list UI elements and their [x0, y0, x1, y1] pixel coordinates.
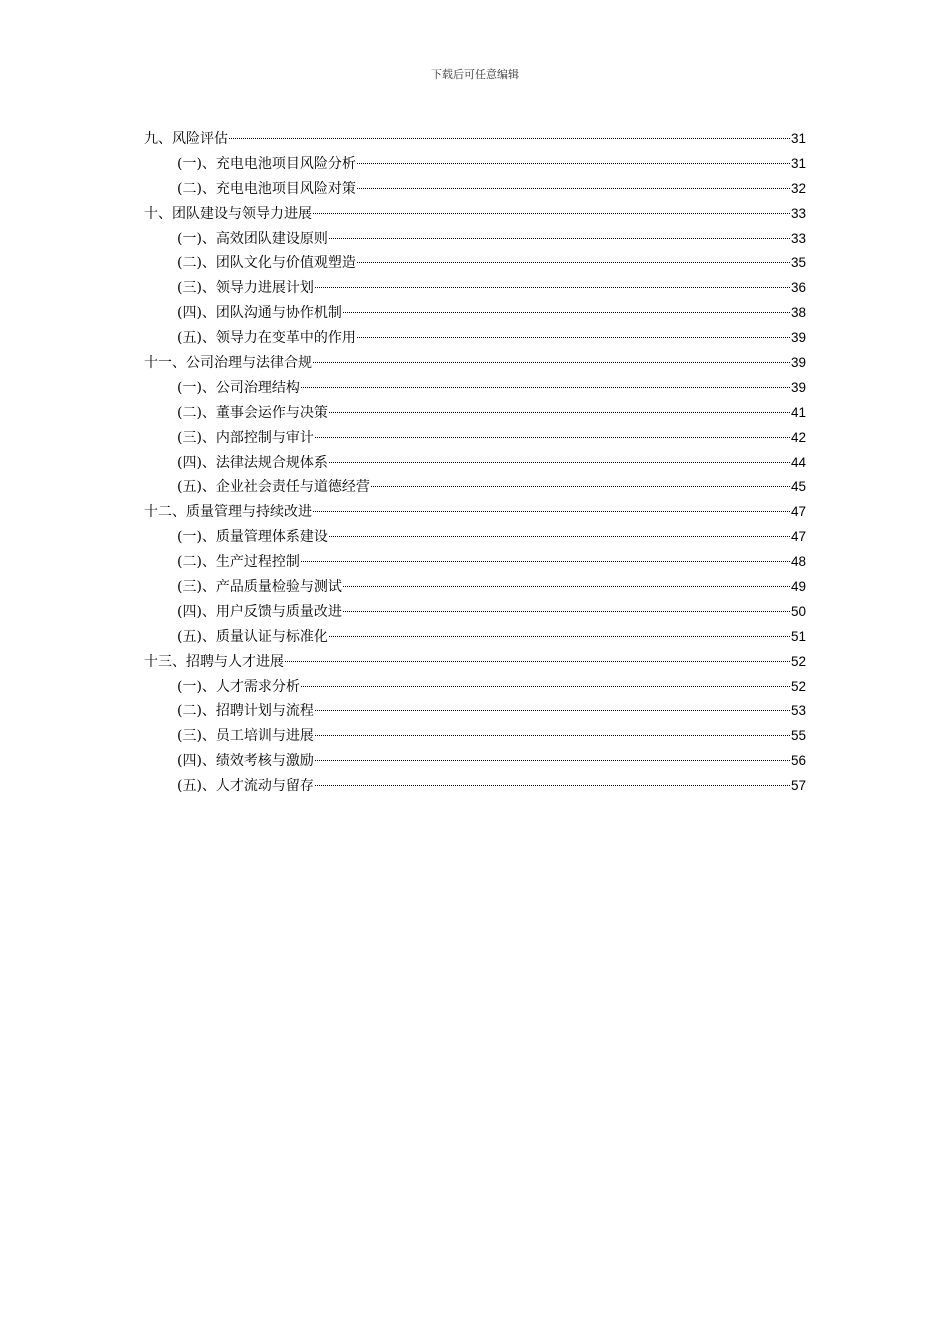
- toc-dot-leader: [301, 561, 790, 562]
- toc-section-entry[interactable]: [144, 575, 806, 600]
- toc-chapter-entry[interactable]: [144, 127, 806, 152]
- toc-entry-title: 十、团队建设与领导力进展: [144, 205, 312, 222]
- toc-section-entry[interactable]: [144, 276, 806, 301]
- toc-section-entry[interactable]: [144, 401, 806, 426]
- toc-dot-leader: [343, 586, 790, 587]
- toc-section-entry[interactable]: [144, 475, 806, 500]
- toc-entry-title: 十一、公司治理与法律合规: [144, 355, 312, 372]
- toc-page-number: 39: [790, 379, 806, 395]
- toc-page-number: 33: [790, 230, 806, 246]
- toc-dot-leader: [315, 437, 790, 438]
- toc-entry-title: (三)、员工培训与进展: [177, 728, 314, 745]
- toc-page-number: 56: [790, 753, 806, 769]
- toc-section-entry[interactable]: [144, 426, 806, 451]
- toc-page-number: 47: [790, 504, 806, 520]
- toc-section-entry[interactable]: [144, 749, 806, 774]
- toc-dot-leader: [357, 337, 790, 338]
- toc-section-entry[interactable]: [144, 550, 806, 575]
- toc-dot-leader: [329, 462, 790, 463]
- toc-section-entry[interactable]: [144, 177, 806, 202]
- toc-entry-title: (一)、公司治理结构: [177, 379, 300, 396]
- toc-entry-title: (二)、董事会运作与决策: [177, 404, 328, 421]
- toc-page-number: 33: [790, 205, 806, 221]
- toc-section-entry[interactable]: [144, 600, 806, 625]
- toc-chapter-entry[interactable]: [144, 351, 806, 376]
- toc-page-number: 39: [790, 355, 806, 371]
- toc-dot-leader: [343, 312, 790, 313]
- toc-dot-leader: [229, 138, 790, 139]
- toc-entry-title: (五)、企业社会责任与道德经营: [177, 479, 370, 496]
- table-of-contents: [144, 127, 806, 799]
- toc-dot-leader: [315, 735, 790, 736]
- toc-entry-title: 九、风险评估: [144, 131, 228, 147]
- toc-entry-title: (三)、产品质量检验与测试: [177, 579, 342, 596]
- toc-page-number: 48: [790, 554, 806, 570]
- toc-entry-title: (三)、内部控制与审计: [177, 429, 314, 446]
- toc-page-number: 55: [790, 728, 806, 744]
- toc-entry-title: (五)、人才流动与留存: [177, 778, 314, 795]
- toc-page-number: 45: [790, 479, 806, 495]
- toc-entry-title: 十三、招聘与人才进展: [144, 653, 284, 670]
- toc-entry-title: (三)、领导力进展计划: [177, 280, 314, 297]
- toc-page-number: 36: [790, 280, 806, 296]
- toc-dot-leader: [357, 262, 790, 263]
- toc-entry-title: (一)、高效团队建设原则: [177, 230, 328, 247]
- toc-dot-leader: [301, 387, 790, 388]
- toc-dot-leader: [315, 785, 790, 786]
- toc-entry-title: (二)、生产过程控制: [177, 554, 300, 571]
- toc-entry-title: (二)、充电电池项目风险对策: [177, 180, 356, 197]
- toc-entry-title: (四)、法律法规合规体系: [177, 454, 328, 471]
- toc-section-entry[interactable]: [144, 675, 806, 700]
- toc-section-entry[interactable]: [144, 699, 806, 724]
- toc-dot-leader: [313, 511, 790, 512]
- toc-section-entry[interactable]: [144, 625, 806, 650]
- toc-chapter-entry[interactable]: [144, 500, 806, 525]
- toc-dot-leader: [357, 188, 790, 189]
- toc-section-entry[interactable]: [144, 724, 806, 749]
- toc-entry-title: 十二、质量管理与持续改进: [144, 504, 312, 521]
- toc-dot-leader: [329, 536, 790, 537]
- toc-page-number: 38: [790, 305, 806, 321]
- page-header: 下载后可任意编辑: [431, 68, 519, 81]
- toc-page-number: 57: [790, 778, 806, 794]
- toc-entry-title: (二)、招聘计划与流程: [177, 703, 314, 720]
- toc-entry-title: (四)、用户反馈与质量改进: [177, 603, 342, 620]
- toc-page-number: 35: [790, 255, 806, 271]
- toc-section-entry[interactable]: [144, 301, 806, 326]
- toc-dot-leader: [315, 287, 790, 288]
- toc-entry-title: (四)、团队沟通与协作机制: [177, 305, 342, 322]
- toc-page-number: 52: [790, 653, 806, 669]
- toc-dot-leader: [313, 213, 790, 214]
- toc-page-number: 49: [790, 579, 806, 595]
- toc-section-entry[interactable]: [144, 251, 806, 276]
- toc-dot-leader: [329, 636, 790, 637]
- toc-page-number: 32: [790, 180, 806, 196]
- toc-page-number: 47: [790, 529, 806, 545]
- toc-entry-title: (一)、人才需求分析: [177, 678, 300, 695]
- toc-entry-title: (一)、充电电池项目风险分析: [177, 155, 356, 172]
- toc-dot-leader: [315, 760, 790, 761]
- toc-page-number: 31: [790, 155, 806, 171]
- toc-chapter-entry[interactable]: [144, 202, 806, 227]
- toc-page-number: 39: [790, 330, 806, 346]
- toc-page-number: 52: [790, 678, 806, 694]
- toc-page-number: 44: [790, 454, 806, 470]
- toc-section-entry[interactable]: [144, 451, 806, 476]
- toc-chapter-entry[interactable]: [144, 650, 806, 675]
- toc-entry-title: (四)、绩效考核与激励: [177, 753, 314, 770]
- toc-entry-title: (二)、团队文化与价值观塑造: [177, 255, 356, 272]
- toc-section-entry[interactable]: [144, 774, 806, 799]
- toc-page-number: 53: [790, 703, 806, 719]
- toc-dot-leader: [357, 163, 790, 164]
- toc-dot-leader: [301, 686, 790, 687]
- toc-dot-leader: [371, 486, 790, 487]
- toc-page-number: 31: [790, 131, 806, 146]
- toc-dot-leader: [329, 412, 790, 413]
- toc-section-entry[interactable]: [144, 227, 806, 252]
- toc-dot-leader: [315, 710, 790, 711]
- toc-page-number: 42: [790, 429, 806, 445]
- toc-dot-leader: [313, 362, 790, 363]
- toc-page-number: 50: [790, 603, 806, 619]
- toc-section-entry[interactable]: [144, 525, 806, 550]
- toc-dot-leader: [343, 611, 790, 612]
- toc-entry-title: (五)、质量认证与标准化: [177, 628, 328, 645]
- toc-page-number: 41: [790, 404, 806, 420]
- toc-section-entry[interactable]: [144, 376, 806, 401]
- toc-dot-leader: [285, 661, 790, 662]
- toc-entry-title: (五)、领导力在变革中的作用: [177, 330, 356, 347]
- toc-page-number: 51: [790, 628, 806, 644]
- toc-section-entry[interactable]: [144, 326, 806, 351]
- toc-dot-leader: [329, 238, 790, 239]
- toc-entry-title: (一)、质量管理体系建设: [177, 529, 328, 546]
- toc-section-entry[interactable]: [144, 152, 806, 177]
